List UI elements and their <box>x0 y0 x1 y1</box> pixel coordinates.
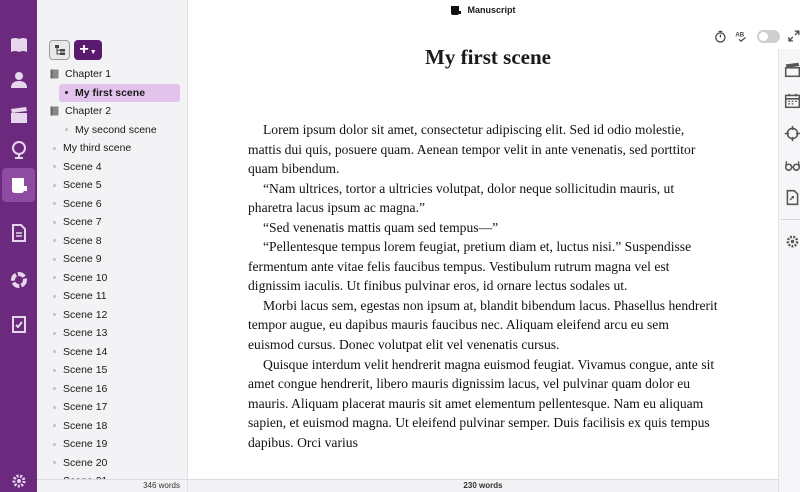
chapter-book-icon <box>50 106 59 116</box>
spellcheck-icon[interactable] <box>735 30 749 43</box>
characters-button[interactable] <box>0 63 37 97</box>
scene-row[interactable] <box>37 176 188 195</box>
bullet-icon <box>53 461 56 464</box>
settings-button[interactable] <box>0 464 37 492</box>
scene-label: Scene 19 <box>63 438 108 451</box>
scene-label: My first scene <box>75 86 146 99</box>
binder-toolbar <box>49 40 102 60</box>
chapter-row[interactable] <box>37 65 188 84</box>
scene-label: Scene 10 <box>63 271 108 284</box>
crosshair-icon <box>784 125 800 142</box>
paragraph: Lorem ipsum dolor sit amet, consectetur adipiscing elit. Sed id odio molestie, mattis dui quis, posuere quam. Aenean tempor velit in ante venenatis, sed porttitor quam bibendum. <box>248 122 696 177</box>
scene-label: Scene 5 <box>63 179 102 192</box>
bullet-icon <box>53 443 56 446</box>
navigation-rail <box>0 0 37 492</box>
bullet-icon <box>53 276 56 279</box>
inspector-rail <box>778 49 800 492</box>
outline-view-button[interactable] <box>49 40 70 60</box>
scene-row[interactable] <box>37 195 188 214</box>
scenes-button[interactable] <box>0 98 37 132</box>
bullet-icon <box>53 369 56 372</box>
gear-icon <box>9 471 29 491</box>
scene-label: Scene 13 <box>63 327 108 340</box>
scene-label: Scene 18 <box>63 419 108 432</box>
scene-row[interactable] <box>37 269 188 288</box>
scene-inspector-button[interactable] <box>782 59 800 79</box>
documents-button[interactable] <box>0 216 37 250</box>
chapter-row[interactable] <box>37 102 188 121</box>
scene-label: Scene 4 <box>63 160 102 173</box>
manuscript-editor <box>188 0 778 492</box>
window-title-bar <box>188 0 778 20</box>
plus-icon: + <box>79 41 89 58</box>
gear-icon <box>784 233 800 250</box>
scene-row[interactable] <box>37 306 188 325</box>
window-title: Manuscript <box>467 5 516 15</box>
scene-row[interactable] <box>37 343 188 362</box>
paragraph: “Pellentesque tempus lorem feugiat, pretium diam et, luctus nisi.” Suspendisse fermentum ante vitae felis faucibus tempus. Vestibulum rutrum magna vel est dignissim iaculis. Ut finibus pulvinar eros, id ornare lectus sodales ut. <box>248 239 692 294</box>
book-icon <box>9 35 29 55</box>
clapperboard-icon <box>784 61 800 78</box>
goals-button[interactable] <box>0 307 37 341</box>
donut-chart-icon <box>9 270 29 290</box>
bullet-icon <box>65 128 68 131</box>
chapter-label: Chapter 2 <box>65 105 112 118</box>
scene-label: Scene 15 <box>63 364 108 377</box>
target-inspector-button[interactable] <box>782 123 800 143</box>
scene-row[interactable] <box>37 250 188 269</box>
scene-label: Scene 9 <box>63 253 102 266</box>
manuscript-scroll-icon <box>450 5 462 16</box>
scene-label: Scene 14 <box>63 345 108 358</box>
clapperboard-icon <box>9 105 29 125</box>
editor-toolbar <box>708 26 800 46</box>
scene-label: Scene 6 <box>63 197 102 210</box>
calendar-icon <box>784 92 800 109</box>
scene-row[interactable] <box>37 398 188 417</box>
glasses-inspector-button[interactable] <box>782 155 800 175</box>
person-icon <box>9 70 29 90</box>
scene-label: Scene 12 <box>63 308 108 321</box>
bullet-icon <box>53 406 56 409</box>
inspector-divider <box>781 219 800 220</box>
text-editor[interactable] <box>248 120 718 460</box>
binder-sidebar <box>37 0 188 492</box>
bullet-icon <box>53 332 56 335</box>
world-button[interactable] <box>0 133 37 167</box>
globe-icon <box>9 140 29 160</box>
bullet-icon <box>53 350 56 353</box>
document-icon <box>9 223 29 243</box>
scene-label: My third scene <box>63 142 132 155</box>
bullet-icon <box>53 184 56 187</box>
scene-row-selected[interactable] <box>59 84 180 103</box>
scene-title[interactable]: My first scene <box>425 45 551 69</box>
scene-label: Scene 20 <box>63 456 108 469</box>
scene-row[interactable] <box>37 232 188 251</box>
statistics-button[interactable] <box>0 263 37 297</box>
export-inspector-button[interactable] <box>782 187 800 207</box>
scene-label: Scene 7 <box>63 216 102 229</box>
paragraph: “Nam ultrices, tortor a ultricies volutpat, dolor neque sollicitudin mauris, ut pharetra lacus ipsum ac magna.” <box>248 180 675 216</box>
bullet-icon <box>53 202 56 205</box>
chevron-down-icon: ▼ <box>89 48 97 56</box>
calendar-inspector-button[interactable] <box>782 90 800 110</box>
scene-label: Scene 16 <box>63 382 108 395</box>
book-button[interactable] <box>0 28 37 62</box>
scene-row[interactable] <box>37 454 188 473</box>
focus-mode-toggle[interactable] <box>757 30 781 43</box>
scene-row[interactable] <box>37 324 188 343</box>
bullet-icon <box>53 295 56 298</box>
bullet-icon <box>53 147 56 150</box>
document-export-icon <box>784 189 800 206</box>
expand-icon[interactable] <box>788 30 800 42</box>
scene-label: Scene 17 <box>63 401 108 414</box>
bullet-icon <box>53 221 56 224</box>
scene-row[interactable] <box>37 380 188 399</box>
paragraph: Morbi lacus sem, egestas non ipsum at, blandit bibendum lacus. Phasellus hendrerit tempor augue, eu dapibus mauris faucibus nec. Aliquam eleifend arcu eu sem euismod cursus. Donec volutpat elit vel venenatis cursus. <box>248 297 718 353</box>
scene-row[interactable] <box>37 435 188 454</box>
scene-label: My second scene <box>75 123 157 136</box>
bullet-icon <box>53 258 56 261</box>
scene-label: Scene 8 <box>63 234 102 247</box>
bullet-icon <box>53 313 56 316</box>
scene-row[interactable] <box>37 121 188 140</box>
clipboard-check-icon <box>9 314 29 334</box>
paragraph: Quisque interdum velit hendrerit magna euismod feugiat. Vivamus congue, ante sit amet congue hendrerit, libero mauris dignissim lacus, vel pulvinar quam dolor eu mauris. Aliquam placerat mauris sit amet elementum pellentesque. Nam eu aliquam sapien, et euismod magna. Ut eleifend pulvinar semper. Duis facilisis ex quis tempus dapibus. Orci varius <box>248 356 715 450</box>
scene-label: Scene 11 <box>63 290 107 303</box>
timer-icon[interactable] <box>714 30 727 43</box>
scene-row[interactable] <box>37 287 188 306</box>
manuscript-button[interactable] <box>2 168 35 202</box>
bullet-icon <box>53 239 56 242</box>
toggle-knob <box>759 32 768 41</box>
scene-row[interactable] <box>37 417 188 436</box>
bullet-icon <box>53 424 56 427</box>
add-item-button[interactable] <box>74 40 102 60</box>
chapter-book-icon <box>50 69 59 79</box>
editor-word-count: 230 words <box>188 479 778 492</box>
binder-tree <box>37 65 188 491</box>
glasses-icon <box>784 157 800 174</box>
bullet-icon <box>65 91 68 94</box>
manuscript-scroll-icon <box>9 175 29 195</box>
svg-text:AB: AB <box>735 32 744 38</box>
scene-row[interactable] <box>37 139 188 158</box>
bullet-icon <box>53 387 56 390</box>
binder-word-count: 346 words <box>37 479 188 492</box>
tree-icon <box>54 44 66 56</box>
chapter-label: Chapter 1 <box>65 68 112 81</box>
scene-row[interactable] <box>37 213 188 232</box>
scene-row[interactable] <box>37 158 188 177</box>
scene-row[interactable] <box>37 361 188 380</box>
paragraph: “Sed venenatis mattis quam sed tempus—” <box>263 219 499 235</box>
inspector-settings-button[interactable] <box>782 231 800 251</box>
bullet-icon <box>53 165 56 168</box>
